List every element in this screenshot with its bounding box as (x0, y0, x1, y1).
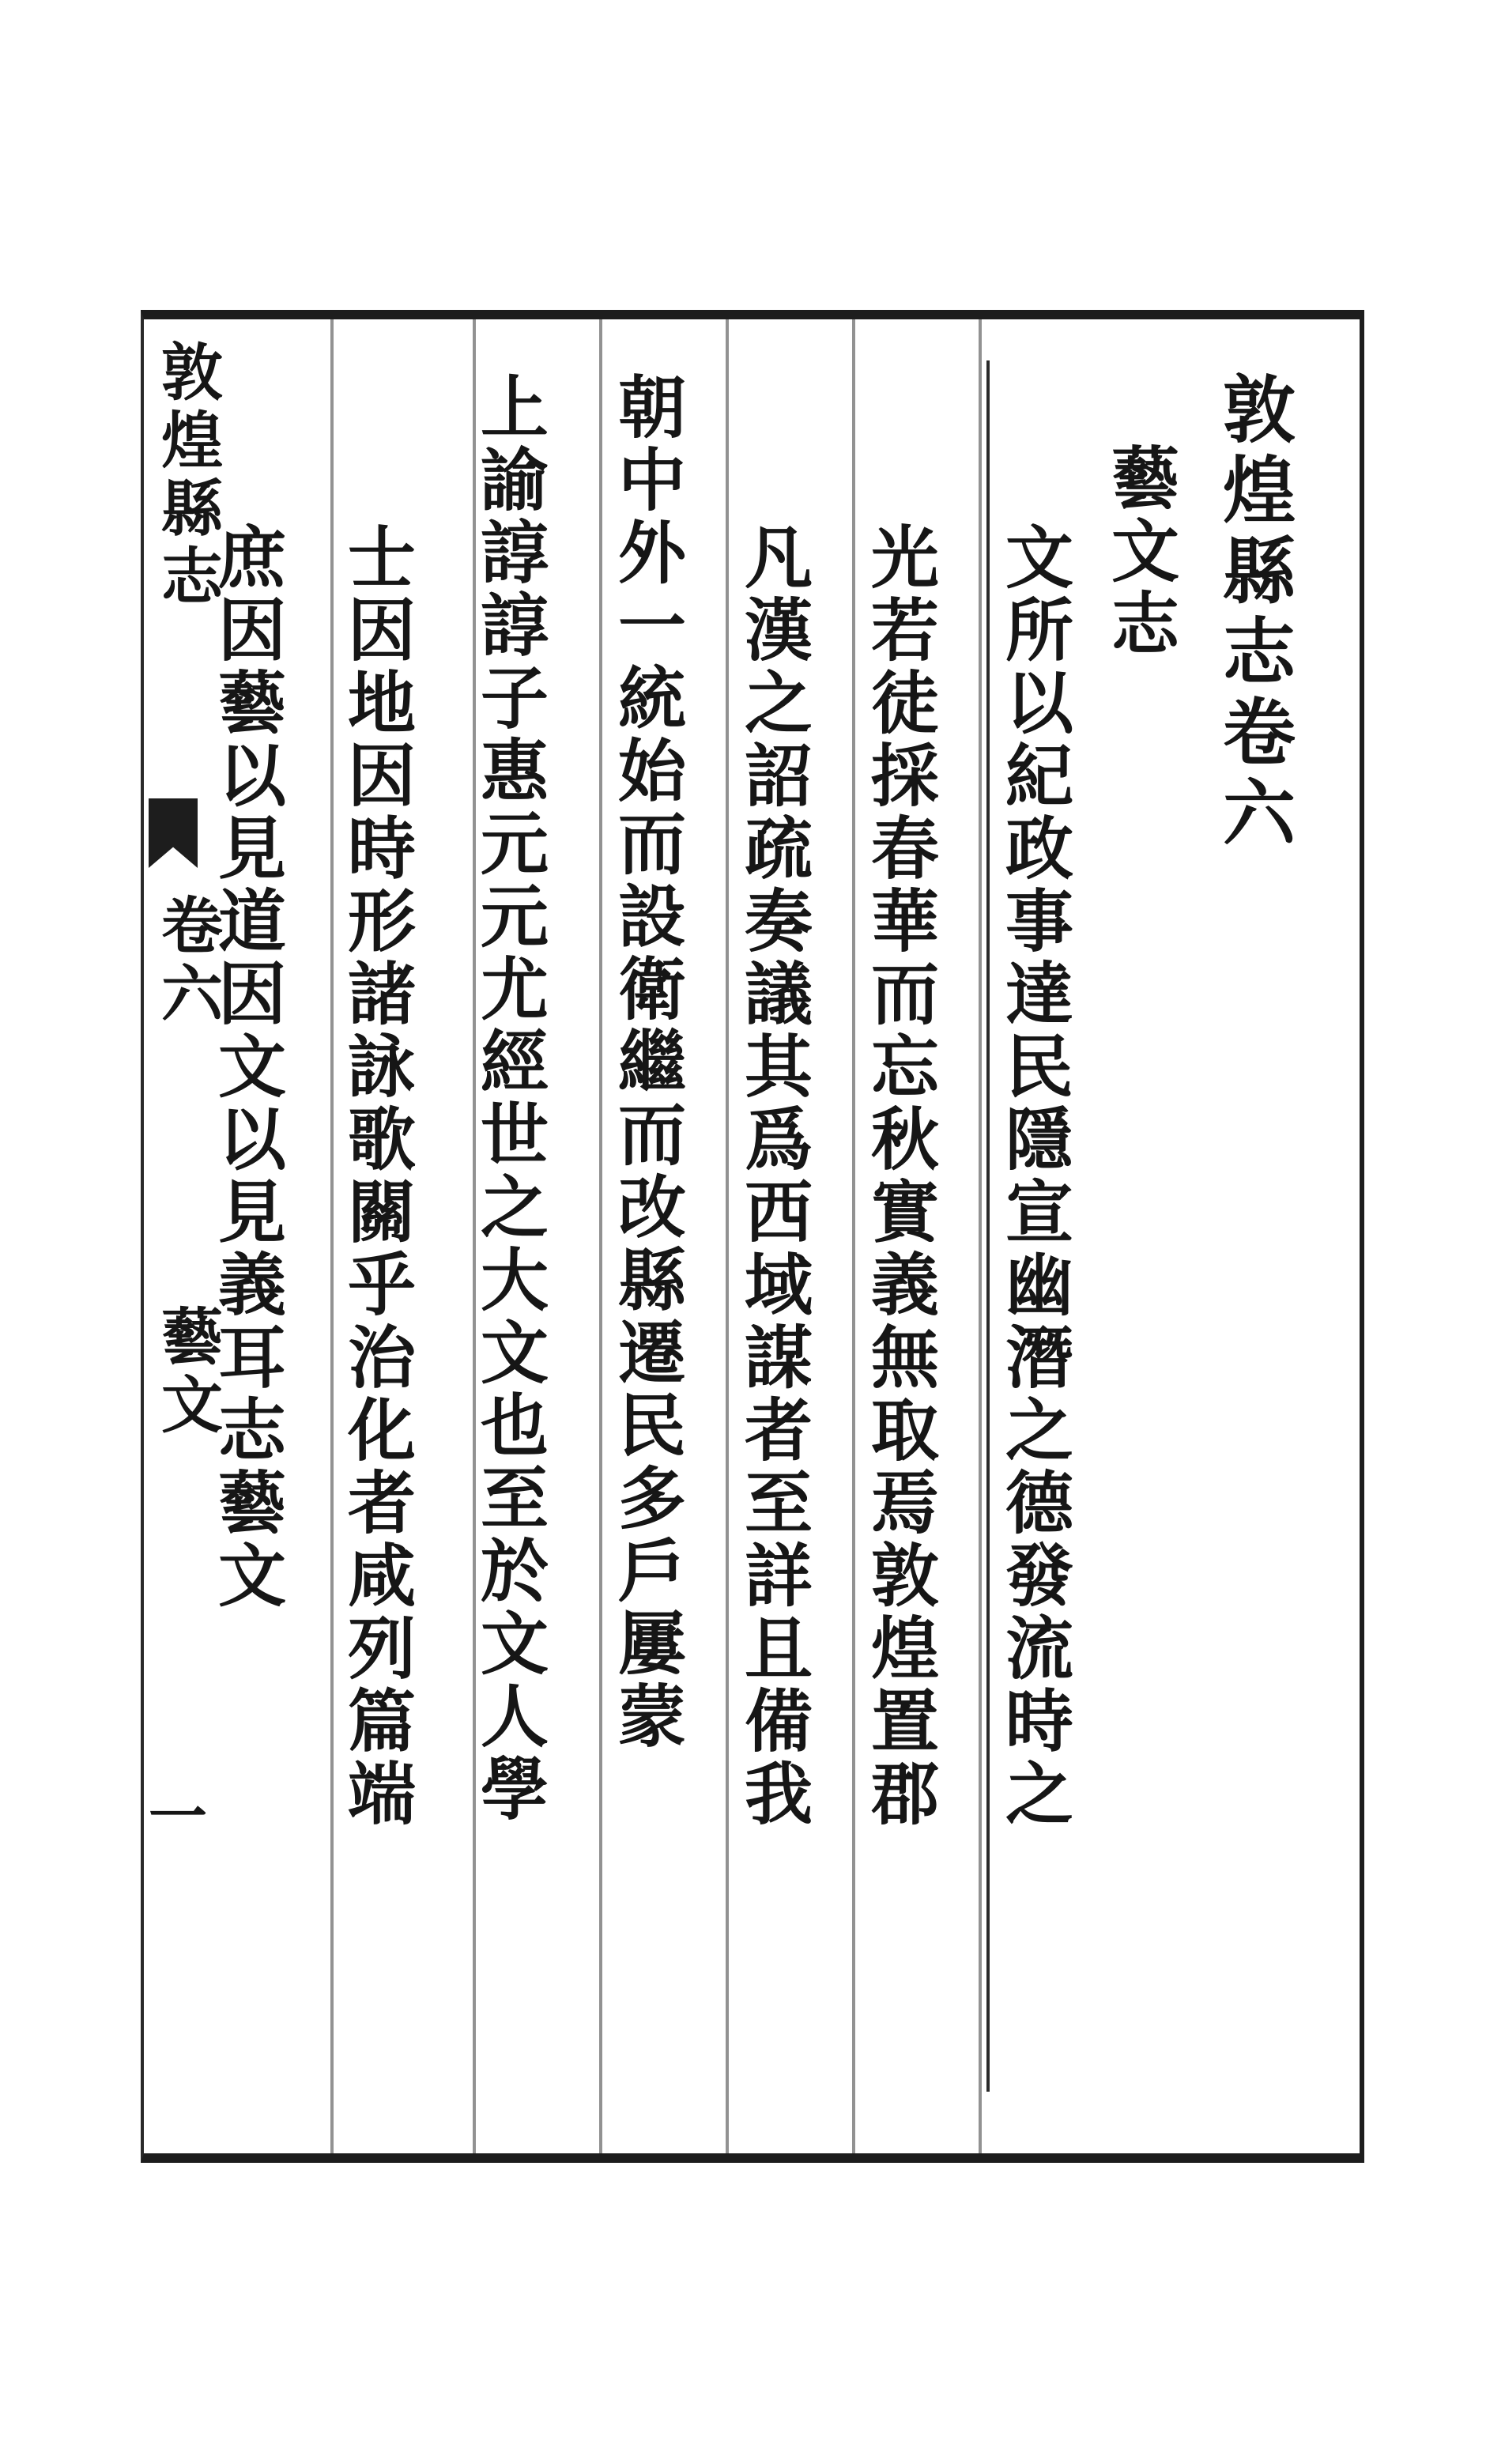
body-line-4: 朝中外一統始而設衛繼而改縣遷民多戶屢蒙 (606, 372, 686, 1753)
body-line-2: 光若徒採春華而忘秋實義無取焉敦煌置郡 (859, 522, 939, 1831)
inner-rule (986, 360, 990, 2092)
body-line-5: 上諭諄諄子惠元元尤經世之大文也至於文人學 (469, 372, 549, 1826)
body-line-6: 士因地因時形諸詠歌關乎治化者咸列篇端 (336, 522, 416, 1831)
body-line-1: 文所以紀政事達民隱宣幽潛之德發流時之 (994, 522, 1073, 1831)
section-heading: 藝文志 (1100, 443, 1179, 661)
margin-section: 藝文 (151, 1304, 223, 1440)
margin-volume: 卷六 (151, 893, 223, 1029)
margin-page-number: 一 (149, 1783, 207, 1851)
body-line-7: 庶因藝以見道因文以見義耳志藝文 (206, 522, 286, 1613)
page-title: 敦煌縣志卷六 (1211, 372, 1296, 855)
margin-title: 敦煌縣志 (151, 340, 223, 612)
body-line-3: 凡漢之詔疏奏議其爲西域謀者至詳且備我 (733, 522, 813, 1831)
